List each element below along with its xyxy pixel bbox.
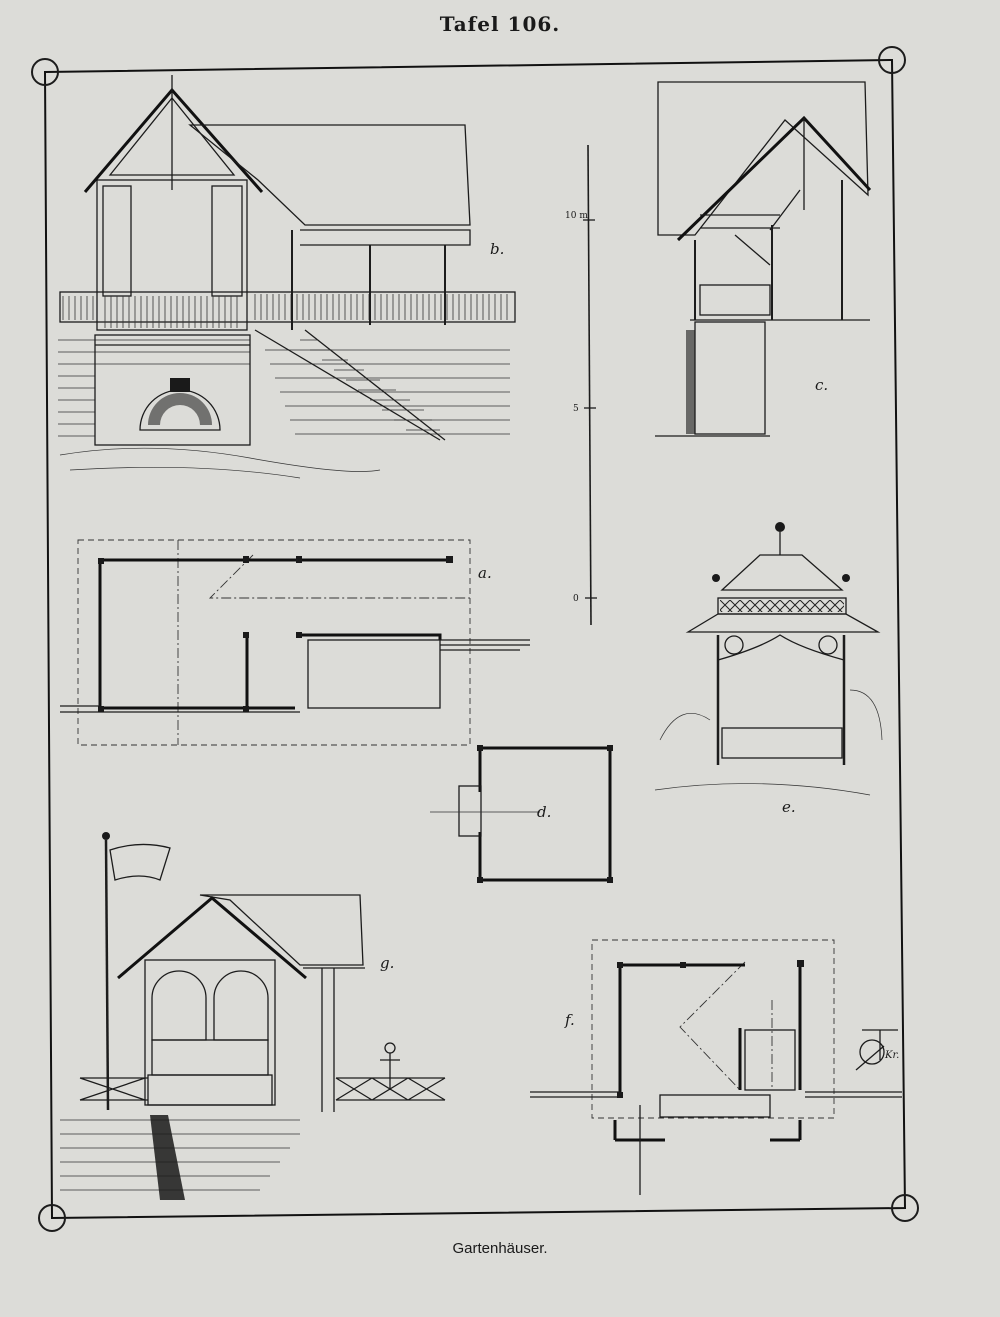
plate-frame xyxy=(32,47,918,1231)
elevation-e xyxy=(655,522,882,816)
label-e: e. xyxy=(782,798,796,816)
label-a: a. xyxy=(478,564,492,582)
label-d: d. xyxy=(537,803,552,821)
label-b: b. xyxy=(490,240,505,258)
scale-bar xyxy=(565,145,597,625)
scale-tick-5: 5 xyxy=(573,404,579,414)
elevation-b xyxy=(58,75,515,478)
plate-title: Tafel 106. xyxy=(439,12,561,36)
label-f: f. xyxy=(565,1011,575,1029)
plan-f xyxy=(530,940,902,1195)
label-c: c. xyxy=(815,376,829,394)
monogram xyxy=(856,1030,899,1070)
label-g: g. xyxy=(380,954,395,972)
plan-a xyxy=(60,540,530,745)
plate-caption: Gartenhäuser. xyxy=(452,1240,548,1257)
scale-tick-0: 0 xyxy=(573,594,579,604)
plan-d xyxy=(430,745,613,883)
elevation-g xyxy=(60,832,445,1200)
section-c xyxy=(655,82,870,436)
svg-text:Kr.: Kr. xyxy=(885,1050,900,1061)
scale-tick-10: 10 m xyxy=(565,211,588,221)
